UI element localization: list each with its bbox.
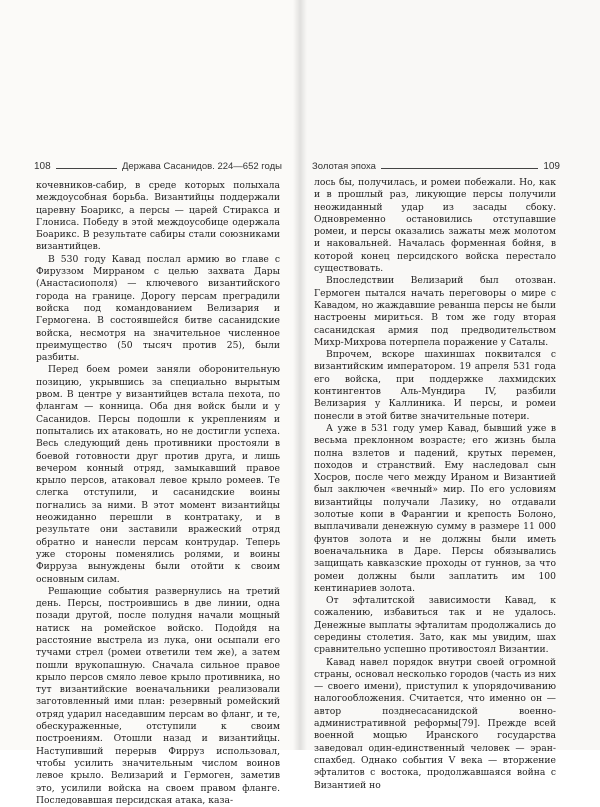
left-page (0, 0, 300, 806)
header-rule (381, 168, 538, 169)
running-title: Держава Сасанидов. 224—652 годы (121, 161, 282, 172)
paragraph: От эфталитской зависимости Кавад, к сожалению, избавиться так и не удалось. Денежные выплаты эфталитам продолжались до середины столетия. Зато, как мы увидим, шах сравнительно успешно противостоял Византии. (314, 595, 556, 656)
page-number: 108 (34, 161, 51, 172)
paragraph: Кавад навел порядок внутри своей огромной страны, основал несколько городов (часть из них — своего имени), приступил к упорядочиванию налогообложения. Считается, что именно он — автор позднесасанидской военно-административной реформы[79]. Прежде всей военной мощью Иранского государства заведовал один-единственный человек — эран-спахбед. Однако события V века — вторжение эфталитов с востока, продолжавшаяся война с Византией но (314, 656, 556, 791)
left-page-body (36, 180, 280, 807)
right-page (300, 0, 600, 791)
left-page-header (34, 158, 282, 172)
paragraph: Впоследствии Велизарий был отозван. Гермоген пытался начать переговоры о мире с Кавадом, но жаждавшие реванша персы не были настроены мириться. В том же году вторая сасанидская армия под предводительством Михр-Михрова потерпела поражение у Саталы. (314, 275, 556, 348)
paragraph: В 530 году Кавад послал армию во главе с Фируззом Мирраном с целью захвата Дары (Анастасиополя) — ключевого византийского города на границе. Дорогу персам преградили войска под командованием Велизария и Гермогена. В состоявшейся битве сасанидские войска, несмотря на значительное численное преимущество (50 тысяч против 25), были разбиты. (36, 253, 280, 364)
right-page-header (312, 158, 560, 172)
header-rule (56, 168, 117, 169)
page-number: 109 (543, 161, 560, 172)
running-title: Золотая эпоха (312, 161, 376, 172)
paragraph: лось бы, получилась, и ромеи побежали. Но, как и в прошлый раз, ликующие персы получили неожиданный удар из засады сбоку. Одновременно остановились отступавшие ромеи, и персы оказались зажаты меж молотом и наковальней. Началась форменная бойня, в которой конец персидского войска перестало существовать. (314, 177, 556, 275)
paragraph: Впрочем, вскоре шахиншах поквитался с византийским императором. 19 апреля 531 года его войска, при поддержке лахмидских контингентов Аль-Мундира IV, разбили Велизария у Каллиника. И персы, и ромеи понесли в этой битве значительные потери. (314, 349, 556, 422)
paragraph: Перед боем ромеи заняли оборонительную позицию, укрывшись за специально вырытым рвом. В центре у византийцев встала пехота, по флангам — конница. Оба дня войск были и у Сасанидов. Персы подошли к укреплениям и попытались их атаковать, но не достигли успеха. Весь следующий день противники простояли в боевой готовности друг против друга, и лишь вечером конный отряд, замыкавший правое крыло персов, атаковал левое крыло ромеев. Те слегка отступили, и сасанидские воины погнались за ними. В этот момент византийцы неожиданно перешли в контратаку, и в результате они заставили вражеский отряд обратно и нанесли персам контрудар. Теперь уже стороны поменялись ролями, и воины Фирруза вынуждены были отойти к своим основным силам. (36, 364, 280, 585)
right-page-body (314, 177, 556, 792)
paragraph: Решающие события развернулись на третий день. Персы, построившись в две линии, одна позади другой, после полудня начали мощный натиск на ромейское войско. Подойдя на расстояние выстрела из лука, они осыпали его тучами стрел (ромеи ответили тем же), а затем пошли врукопашную. Сначала сильное правое крыло персов смяло левое крыло противника, но тут византийские военачальники реализовали заготовленный ими план: резервный ромейский отряд ударил наседавшим персам во фланг, и те, обескураженные, отступили к своим построениям. Отошли назад и византийцы. Наступивший перерыв Фирруз использовал, чтобы усилить значительным числом воинов левое крыло. Велизарий и Гермоген, заметив это, усилили войска на своем правом фланге. Последовавшая персидская атака, каза- (36, 585, 280, 806)
paragraph: А уже в 531 году умер Кавад, бывший уже в весьма преклонном возрасте; его жизнь была полна взлетов и падений, крутых перемен, походов и странствий. Ему наследовал сын Хосров, после чего между Ираном и Византией был заключен «вечный» мир. По его условиям византийцы получали Лазику, но отдавали золотые копи в Фарангии и крепость Болоно, выплачивали денежную сумму в размере 11 000 фунтов золота и не должны были иметь военачальника в Даре. Персы обязывались защищать кавказские проходы от гуннов, за что ромеи должны были заплатить им 100 кентинариев золота. (314, 422, 556, 594)
paragraph: кочевников-сабир, в среде которых полыхала междоусобная борьба. Византийцы поддержали царевну Боарикс, а персы — царей Стиракса и Глониса. Победу в этой междоусобице одержала Боарикс. В результате сабиры стали союзниками византийцев. (36, 180, 280, 253)
